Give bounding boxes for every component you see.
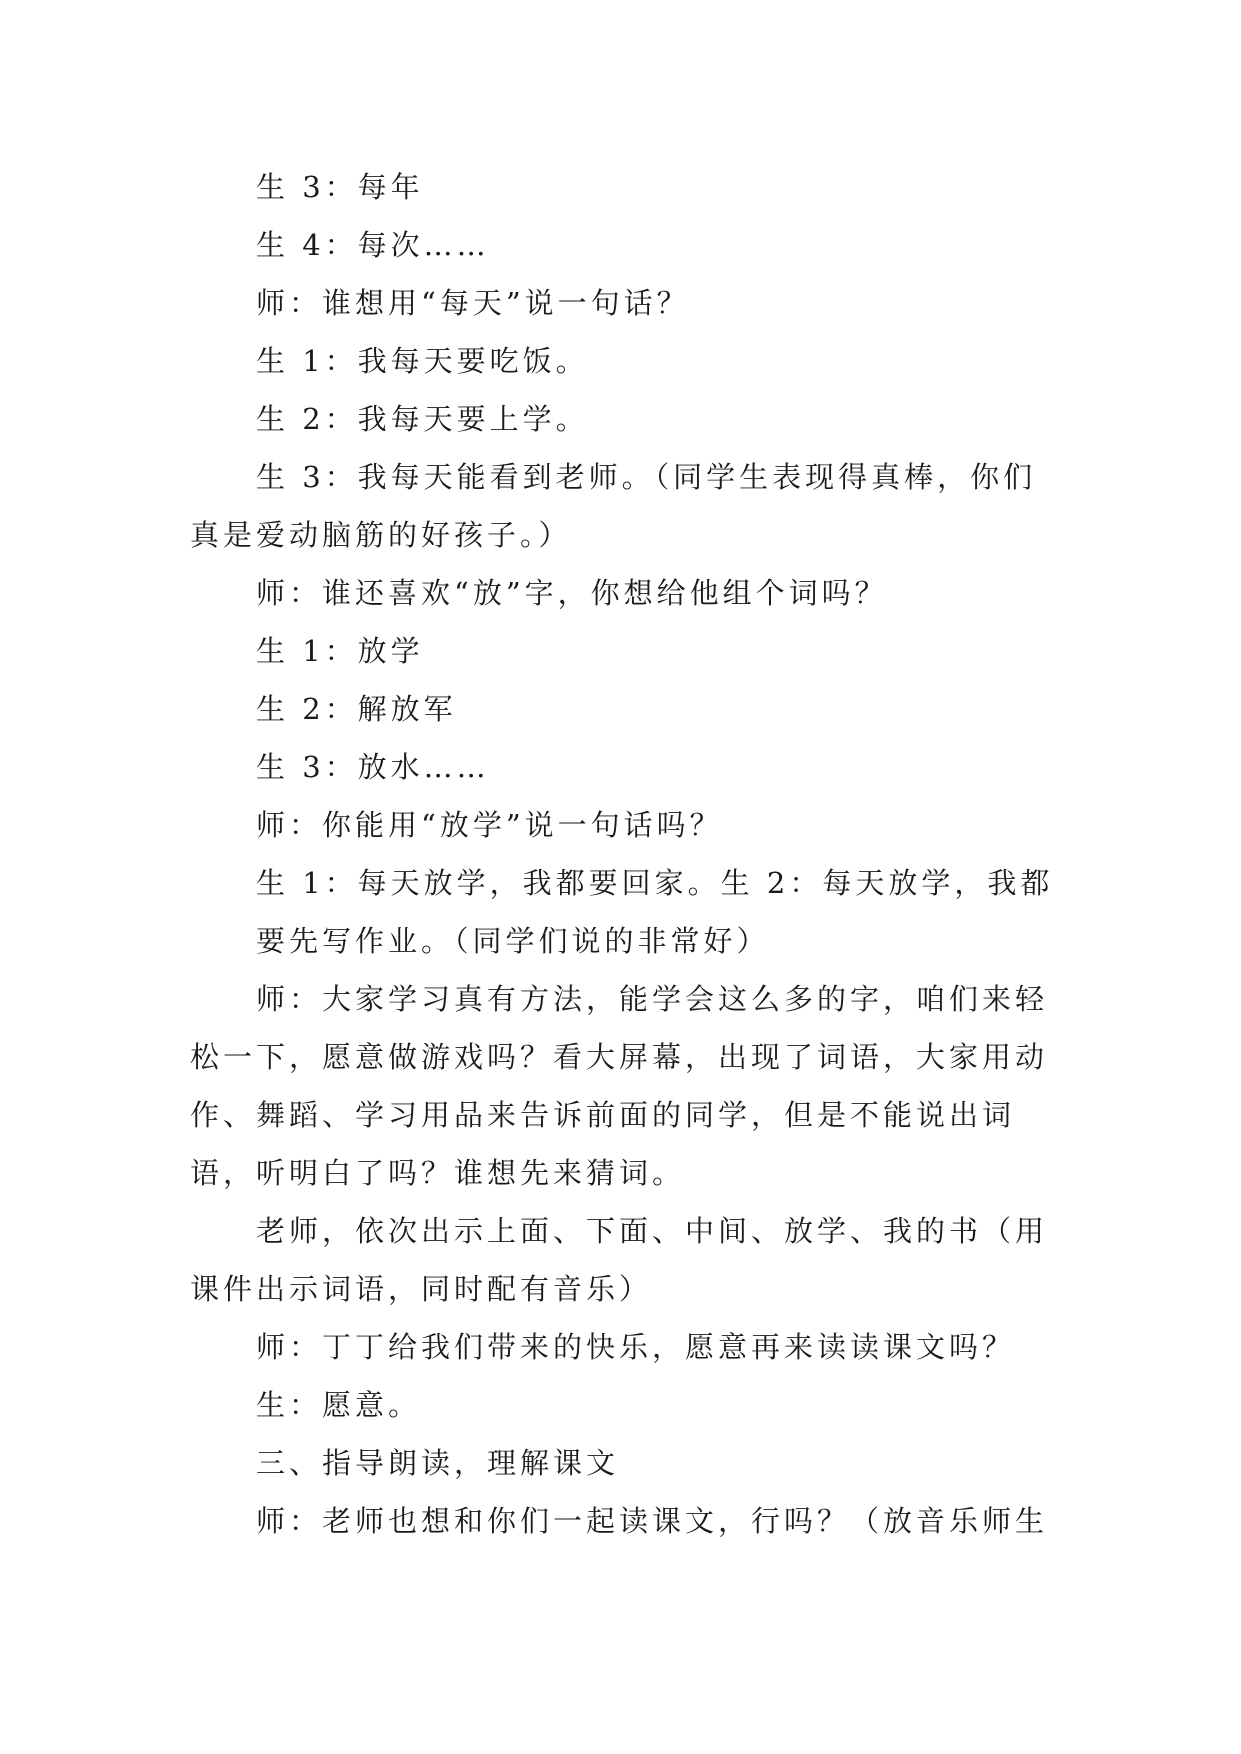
paragraph: 生：愿意。 [256,1388,422,1422]
paragraph: 生 1：我每天要吃饭。 [256,344,589,378]
paragraph: 生 4：每次…… [256,228,490,262]
body-text [190,158,1060,1550]
paragraph: 生 2：我每天要上学。 [256,402,589,436]
section-heading: 三、指导朗读，理解课文 [256,1446,620,1480]
paragraph: 老师，依次出示上面、下面、中间、放学、我的书（用课件出示词语，同时配有音乐） [190,1214,1049,1306]
paragraph: 师：谁还喜欢“放”字，你想给他组个词吗？ [256,576,888,610]
paragraph: 师：谁想用“每天”说一句话？ [256,286,690,320]
paragraph: 生 1：放学 [256,634,424,668]
paragraph: 生 3：每年 [256,170,424,204]
paragraph: 生 2：解放军 [256,692,457,726]
paragraph: 师：你能用“放学”说一句话吗？ [256,808,723,842]
paragraph: 生 3：放水…… [256,750,490,784]
paragraph: 师：大家学习真有方法，能学会这么多的字，咱们来轻松一下，愿意做游戏吗？看大屏幕，出现了词语，大家用动作、舞蹈、学习用品来告诉前面的同学，但是不能说出词语，听明白了吗？谁想先来猜词。 [190,982,1049,1190]
paragraph: 师：丁丁给我们带来的快乐，愿意再来读读课文吗？ [256,1330,1016,1364]
paragraph: 师：老师也想和你们一起读课文，行吗？（放音乐师生 [256,1504,1049,1538]
paragraph: 生 3：我每天能看到老师。（同学生表现得真棒，你们真是爱动脑筋的好孩子。） [190,460,1037,552]
paragraph: 生 1：每天放学，我都要回家。生 2：每天放学，我都要先写作业。（同学们说的非常好） [256,866,1054,958]
